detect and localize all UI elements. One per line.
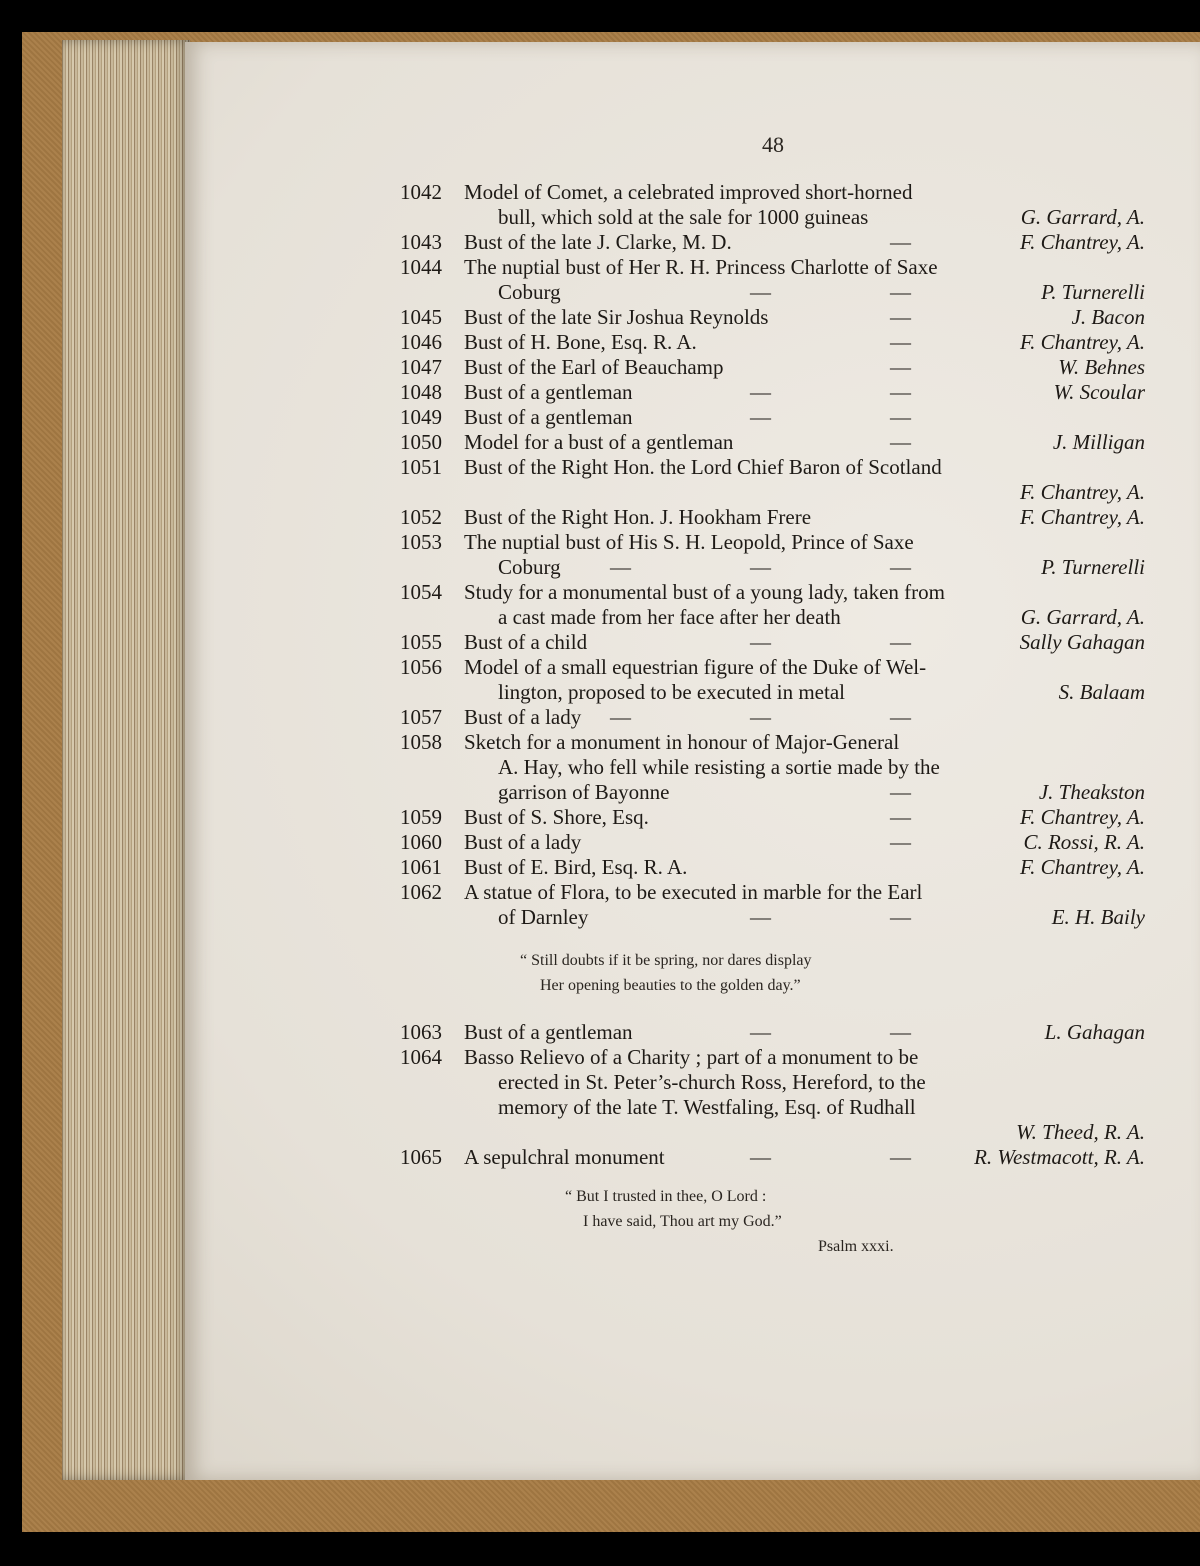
artist-name: F. Chantrey, A. [1019,805,1145,829]
entry-title: Bust of E. Bird, Esq. R. A. [464,855,688,879]
entry-title: Bust of the late Sir Joshua Reynolds [464,305,769,329]
artist-name: J. Bacon [1071,305,1145,329]
leader-dash: — [890,430,911,454]
leader-dash: — [750,555,771,579]
leader-dash: — [750,380,771,404]
psalm-reference: Psalm xxxi. [818,1238,894,1255]
leader-dash: — [890,405,911,429]
entry-title: Study for a monumental bust of a young lady, taken from [464,580,945,604]
leader-dash: — [890,380,911,404]
artist-name: S. Balaam [1058,680,1145,704]
artist-name: R. Westmacott, R. A. [974,1145,1145,1169]
leader-dash: — [750,405,771,429]
leader-dash: — [890,780,911,804]
leader-dash: — [890,905,911,929]
artist-name: G. Garrard, A. [1020,605,1145,629]
entry-title: bull, which sold at the sale for 1000 guineas [498,205,869,229]
artist-name: E. H. Baily [1051,905,1145,929]
artist-name: F. Chantrey, A. [1019,330,1145,354]
catalogue-entry [400,730,1145,805]
entry-number: 1061 [400,855,442,879]
entry-number: 1056 [400,655,442,679]
entry-title: Bust of a child [464,630,588,654]
catalogue-entry [400,430,1145,455]
entry-title: A. Hay, who fell while resisting a sortie made by the [498,755,940,779]
leader-dash: — [890,330,911,354]
catalogue-entry [400,880,1145,930]
leader-dash: — [750,905,771,929]
entry-title: The nuptial bust of His S. H. Leopold, Prince of Saxe [464,530,914,554]
entry-title: lington, proposed to be executed in metal [498,680,845,704]
leader-dash: — [890,355,911,379]
entry-number: 1043 [400,230,442,254]
verse-line-1: “ Still doubts if it be spring, nor dares display [520,952,812,969]
catalogue-entry [400,330,1145,355]
entry-title: Basso Relievo of a Charity ; part of a monument to be [464,1045,919,1069]
catalogue-entry [400,805,1145,830]
catalogue-entry [400,655,1145,705]
entry-title: Coburg [498,555,561,579]
leader-dash: — [890,830,911,854]
entry-number: 1055 [400,630,442,654]
entry-title: Model of Comet, a celebrated improved short-horned [464,180,913,204]
leader-dash: — [750,630,771,654]
artist-name: L. Gahagan [1044,1020,1145,1044]
entry-title: Coburg [498,280,561,304]
artist-name: P. Turnerelli [1041,280,1145,304]
leader-dash: — [890,1145,911,1169]
artist-name: F. Chantrey, A. [1019,505,1145,529]
leader-dash: — [890,280,911,304]
entry-number: 1045 [400,305,442,329]
catalogue-entry [400,255,1145,305]
leader-dash: — [750,1145,771,1169]
entry-number: 1049 [400,405,442,429]
catalogue-entry [400,305,1145,330]
artist-name: W. Behnes [1058,355,1145,379]
closing-verse-2: I have said, Thou art my God.” [583,1213,782,1230]
entry-title: memory of the late T. Westfaling, Esq. of Rudhall [498,1095,916,1119]
leader-dash: — [610,705,631,729]
artist-name: F. Chantrey, A. [1019,855,1145,879]
entry-title: a cast made from her face after her death [498,605,841,629]
entry-number: 1064 [400,1045,442,1069]
catalogue-entry [400,830,1145,855]
leader-dash: — [890,1020,911,1044]
leader-dash: — [890,305,911,329]
leader-dash: — [890,805,911,829]
entry-number: 1051 [400,455,442,479]
catalogue-entry [400,405,1145,430]
leader-dash: — [610,555,631,579]
entry-title: A statue of Flora, to be executed in marble for the Earl [464,880,923,904]
artist-name: C. Rossi, R. A. [1023,830,1145,854]
entry-title: garrison of Bayonne [498,780,670,804]
entry-title: Sketch for a monument in honour of Major-General [464,730,900,754]
leader-dash: — [750,280,771,304]
entry-number: 1062 [400,880,442,904]
catalogue-entry [400,705,1145,730]
catalogue-entries-2 [400,1020,1145,1170]
page-number: 48 [762,132,784,157]
entry-number: 1057 [400,705,442,729]
entry-number: 1044 [400,255,442,279]
catalogue-entry [400,1145,1145,1170]
artist-name: G. Garrard, A. [1020,205,1145,229]
entry-title: Model of a small equestrian figure of the Duke of Wel- [464,655,927,679]
entry-number: 1060 [400,830,442,854]
entry-title: of Darnley [498,905,589,929]
entry-title: Bust of the Right Hon. the Lord Chief Baron of Scotland [464,455,942,479]
closing-verse-1: “ But I trusted in thee, O Lord : [565,1188,767,1205]
entry-number: 1063 [400,1020,442,1044]
entry-number: 1058 [400,730,442,754]
leader-dash: — [890,705,911,729]
artist-name: F. Chantrey, A. [1019,480,1145,504]
catalogue-entry [400,530,1145,580]
artist-name: J. Milligan [1052,430,1145,454]
catalogue-entry [400,580,1145,630]
catalogue-entry [400,855,1145,880]
catalogue-entry [400,1045,1145,1145]
entry-number: 1047 [400,355,442,379]
verse-line-2: Her opening beauties to the golden day.” [540,977,801,994]
leader-dash: — [890,630,911,654]
artist-name: J. Theakston [1038,780,1145,804]
entry-title: Bust of the late J. Clarke, M. D. [464,230,732,254]
page-edges [62,40,190,1480]
catalogue-entry [400,180,1145,230]
entry-title: Bust of a gentleman [464,405,633,429]
entry-number: 1053 [400,530,442,554]
artist-name: W. Theed, R. A. [1016,1120,1145,1144]
leader-dash: — [750,705,771,729]
catalogue-entries [400,180,1145,930]
entry-number: 1050 [400,430,442,454]
entry-title: Bust of a gentleman [464,380,633,404]
entry-title: Bust of a gentleman [464,1020,633,1044]
entry-title: The nuptial bust of Her R. H. Princess Charlotte of Saxe [464,255,938,279]
entry-title: erected in St. Peter’s-church Ross, Hereford, to the [498,1070,926,1094]
leader-dash: — [890,555,911,579]
catalogue-entry [400,380,1145,405]
entry-number: 1048 [400,380,442,404]
entry-number: 1065 [400,1145,442,1169]
catalogue-entry [400,230,1145,255]
catalogue-entry [400,505,1145,530]
catalogue-entry [400,630,1145,655]
catalogue-entry [400,455,1145,505]
entry-title: Bust of the Earl of Beauchamp [464,355,724,379]
artist-name: Sally Gahagan [1019,630,1145,654]
leader-dash: — [890,230,911,254]
entry-title: Bust of a lady [464,705,582,729]
catalogue-entry [400,1020,1145,1045]
entry-number: 1052 [400,505,442,529]
entry-title: Bust of a lady [464,830,582,854]
entry-number: 1059 [400,805,442,829]
artist-name: F. Chantrey, A. [1019,230,1145,254]
entry-title: Bust of H. Bone, Esq. R. A. [464,330,697,354]
artist-name: P. Turnerelli [1041,555,1145,579]
artist-name: W. Scoular [1053,380,1145,404]
entry-title: Bust of the Right Hon. J. Hookham Frere [464,505,812,529]
entry-number: 1042 [400,180,442,204]
leader-dash: — [750,1020,771,1044]
entry-title: Bust of S. Shore, Esq. [464,805,649,829]
entry-title: A sepulchral monument [464,1145,665,1169]
entry-number: 1046 [400,330,442,354]
entry-number: 1054 [400,580,442,604]
entry-title: Model for a bust of a gentleman [464,430,734,454]
catalogue-entry [400,355,1145,380]
